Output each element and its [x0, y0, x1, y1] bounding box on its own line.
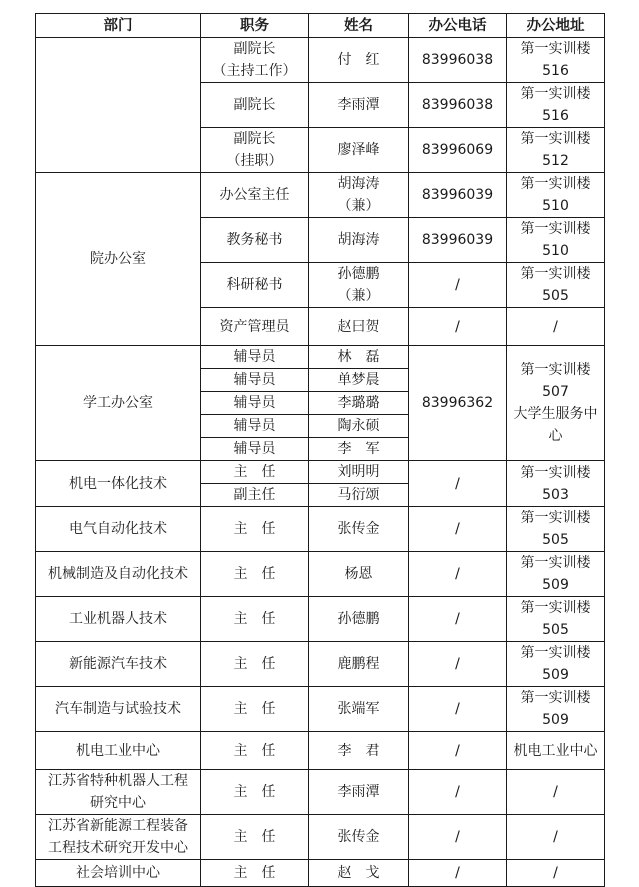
address-cell: 第一实训楼 509	[507, 642, 605, 687]
address-cell: 第一实训楼 503	[507, 461, 605, 507]
dept-cell: 机电工业中心	[36, 732, 201, 770]
dept-cell	[36, 38, 201, 173]
name-cell: 陶永硕	[309, 415, 409, 438]
table-row	[36, 507, 605, 552]
position-cell: 辅导员	[201, 438, 309, 461]
position-cell: 办公室主任	[201, 173, 309, 218]
position-cell: 资产管理员	[201, 308, 309, 346]
address-cell: /	[507, 860, 605, 887]
name-cell: 鹿鹏程	[309, 642, 409, 687]
position-cell: 主 任	[201, 597, 309, 642]
position-cell: 主 任	[201, 815, 309, 860]
name-cell: 李雨潭	[309, 770, 409, 815]
table-row	[36, 687, 605, 732]
address-cell: /	[507, 308, 605, 346]
name-cell: 张端军	[309, 687, 409, 732]
position-cell: 主 任	[201, 461, 309, 484]
address-cell: 第一实训楼 516	[507, 83, 605, 128]
dept-cell: 院办公室	[36, 173, 201, 346]
table-row	[36, 461, 605, 484]
table-row	[36, 770, 605, 815]
name-cell: 孙德鹏 （兼）	[309, 263, 409, 308]
position-cell: 辅导员	[201, 415, 309, 438]
phone-cell: /	[409, 687, 507, 732]
name-cell: 李 君	[309, 732, 409, 770]
position-cell: 副院长 （主持工作）	[201, 38, 309, 83]
dept-cell: 新能源汽车技术	[36, 642, 201, 687]
name-cell: 赵 戈	[309, 860, 409, 887]
name-cell: 林 磊	[309, 346, 409, 369]
position-cell: 主 任	[201, 642, 309, 687]
address-cell: 第一实训楼 512	[507, 128, 605, 173]
name-cell: 付 红	[309, 38, 409, 83]
staff-directory-table	[35, 13, 605, 887]
position-cell: 副院长 （挂职）	[201, 128, 309, 173]
position-cell: 主 任	[201, 732, 309, 770]
dept-cell: 机电一体化技术	[36, 461, 201, 507]
position-cell: 主 任	[201, 552, 309, 597]
phone-cell: /	[409, 770, 507, 815]
address-cell: 第一实训楼 510	[507, 173, 605, 218]
address-cell: /	[507, 770, 605, 815]
phone-cell: 83996039	[409, 173, 507, 218]
table-row	[36, 38, 605, 83]
name-cell: 马衍颂	[309, 484, 409, 507]
name-cell: 杨恩	[309, 552, 409, 597]
name-cell: 胡海涛 （兼）	[309, 173, 409, 218]
phone-cell: /	[409, 263, 507, 308]
table-header-row	[36, 14, 605, 38]
dept-cell: 机械制造及自动化技术	[36, 552, 201, 597]
dept-cell: 工业机器人技术	[36, 597, 201, 642]
name-cell: 李璐璐	[309, 392, 409, 415]
position-cell: 主 任	[201, 860, 309, 887]
address-cell: 第一实训楼 507 大学生服务中 心	[507, 346, 605, 461]
phone-cell: 83996069	[409, 128, 507, 173]
name-cell: 刘明明	[309, 461, 409, 484]
phone-cell: 83996038	[409, 83, 507, 128]
address-cell: 第一实训楼 505	[507, 263, 605, 308]
phone-cell: /	[409, 507, 507, 552]
phone-cell: /	[409, 597, 507, 642]
position-cell: 主 任	[201, 770, 309, 815]
phone-cell: /	[409, 815, 507, 860]
position-cell: 辅导员	[201, 392, 309, 415]
name-cell: 李 军	[309, 438, 409, 461]
phone-cell: /	[409, 308, 507, 346]
table-row	[36, 860, 605, 887]
address-cell: /	[507, 815, 605, 860]
header-position: 职务	[201, 14, 309, 38]
position-cell: 主 任	[201, 507, 309, 552]
dept-cell: 学工办公室	[36, 346, 201, 461]
phone-cell: /	[409, 732, 507, 770]
position-cell: 辅导员	[201, 346, 309, 369]
address-cell: 机电工业中心	[507, 732, 605, 770]
position-cell: 副主任	[201, 484, 309, 507]
phone-cell: 83996039	[409, 218, 507, 263]
position-cell: 教务秘书	[201, 218, 309, 263]
name-cell: 胡海涛	[309, 218, 409, 263]
address-cell: 第一实训楼 509	[507, 552, 605, 597]
address-cell: 第一实训楼 505	[507, 597, 605, 642]
dept-cell: 社会培训中心	[36, 860, 201, 887]
table-row	[36, 552, 605, 597]
name-cell: 廖泽峰	[309, 128, 409, 173]
position-cell: 副院长	[201, 83, 309, 128]
dept-cell: 电气自动化技术	[36, 507, 201, 552]
position-cell: 科研秘书	[201, 263, 309, 308]
table-row	[36, 732, 605, 770]
position-cell: 辅导员	[201, 369, 309, 392]
address-cell: 第一实训楼 510	[507, 218, 605, 263]
phone-cell: /	[409, 461, 507, 507]
table-row	[36, 815, 605, 860]
name-cell: 张传金	[309, 507, 409, 552]
table-row	[36, 642, 605, 687]
address-cell: 第一实训楼 505	[507, 507, 605, 552]
name-cell: 赵曰贺	[309, 308, 409, 346]
phone-cell: /	[409, 552, 507, 597]
address-cell: 第一实训楼 509	[507, 687, 605, 732]
dept-cell: 汽车制造与试验技术	[36, 687, 201, 732]
header-name: 姓名	[309, 14, 409, 38]
dept-cell: 江苏省特种机器人工程 研究中心	[36, 770, 201, 815]
dept-cell: 江苏省新能源工程装备 工程技术研究开发中心	[36, 815, 201, 860]
phone-cell: 83996038	[409, 38, 507, 83]
name-cell: 李雨潭	[309, 83, 409, 128]
phone-cell: /	[409, 860, 507, 887]
header-department: 部门	[36, 14, 201, 38]
phone-cell: 83996362	[409, 346, 507, 461]
name-cell: 单梦晨	[309, 369, 409, 392]
table-row	[36, 346, 605, 369]
position-cell: 主 任	[201, 687, 309, 732]
name-cell: 孙德鹏	[309, 597, 409, 642]
header-phone: 办公电话	[409, 14, 507, 38]
table-row	[36, 173, 605, 218]
phone-cell: /	[409, 642, 507, 687]
name-cell: 张传金	[309, 815, 409, 860]
table-row	[36, 597, 605, 642]
address-cell: 第一实训楼 516	[507, 38, 605, 83]
header-address: 办公地址	[507, 14, 605, 38]
